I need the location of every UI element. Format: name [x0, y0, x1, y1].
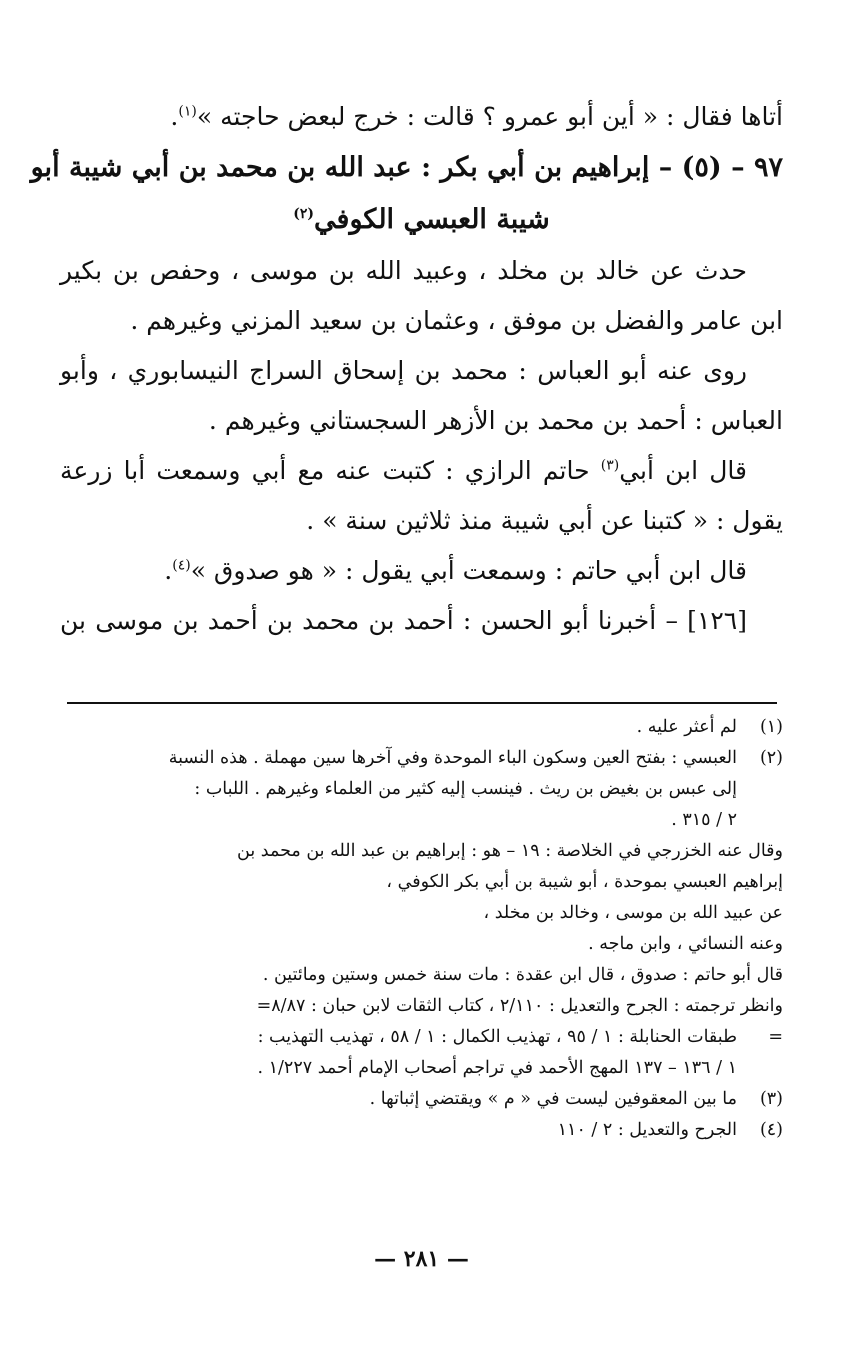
footnote-line: عن عبيد الله بن موسى ، وخالد بن مخلد ،: [483, 903, 783, 923]
footnote-line: إلى عبس بن بغيض بن ريث . فينسب إليه كثير من العلماء وغيرهم . اللباب :: [194, 779, 737, 799]
footnote-2: [60, 743, 783, 836]
footnote-ref: (٢): [293, 206, 315, 222]
entry-heading-continued: [60, 194, 783, 246]
footnote-continuation: [60, 1022, 783, 1053]
main-text: [30, 92, 783, 646]
text-line: العباس : أحمد بن محمد بن الأزهر السجستاني وغيرهم .: [208, 406, 783, 435]
footnote-number: (٣): [759, 1089, 783, 1109]
text-line: يقول : « كتبنا عن أبي شيبة منذ ثلاثين سنة » .: [306, 506, 783, 535]
line-text: قال ابن أبي حاتم : وسمعت أبي يقول : « هو صدوق »: [190, 556, 747, 585]
footnote-ref: (٤): [172, 557, 191, 574]
footnotes: [60, 712, 783, 1146]
line-text: أتاها فقال : « أين أبو عمرو ؟ قالت : خرج لبعض حاجته »: [196, 102, 783, 131]
footnote-ref: (١): [178, 103, 197, 120]
footnote-4: [60, 1115, 783, 1146]
entry-heading: ٩٧ – (٥) – إبراهيم بن أبي بكر : عبد الله بن محمد بن أبي شيبة أبو: [30, 152, 783, 183]
footnote-line: وعنه النسائي ، وابن ماجه .: [588, 934, 783, 954]
footnote-text: [60, 743, 737, 836]
line-text: قال ابن أبي: [619, 456, 747, 485]
heading-text: شيبة العبسي الكوفي: [314, 204, 550, 235]
text-line: روى عنه أبو العباس : محمد بن إسحاق السراج النيسابوري ، وأبو: [60, 356, 747, 385]
footnote-text: لم أعثر عليه .: [636, 717, 737, 737]
footnote-line: قال أبو حاتم : صدوق ، قال ابن عقدة : مات سنة خمس وستين ومائتين .: [262, 965, 783, 985]
footnote-line: وانظر ترجمته : الجرح والتعديل : ٢/١١٠ ، كتاب الثقات لابن حبان : ٨/٨٧=: [256, 996, 783, 1016]
text-line: قال ابن أبي حاتم : وسمعت أبي يقول : « هو صدوق »$^{(٤)}$.: [164, 556, 747, 585]
footnote-number: (٢): [759, 748, 783, 768]
footnote-line: العبسي : بفتح العين وسكون الباء الموحدة وفي آخرها سين مهملة . هذه النسبة: [168, 748, 737, 768]
text-line: [١٢٦] – أخبرنا أبو الحسن : أحمد بن محمد بن أحمد بن موسى بن: [60, 606, 747, 635]
footnote-continuation: [60, 1053, 783, 1084]
footnote-line: ١ / ١٣٦ – ١٣٧ المهج الأحمد في تراجم أصحاب الإمام أحمد ١/٢٢٧ .: [257, 1058, 737, 1078]
text-line: أتاها فقال : « أين أبو عمرو ؟ قالت : خرج لبعض حاجته »$^{(١)}$.: [170, 102, 783, 131]
footnote-ref: (٣): [600, 457, 620, 474]
continuation-mark: =: [768, 1027, 783, 1047]
footnote-1: [60, 712, 783, 743]
footnote-number: (٤): [759, 1120, 783, 1140]
footnote-line: إبراهيم العبسي بموحدة ، أبو شيبة بن أبي بكر الكوفي ،: [386, 872, 783, 892]
footnote-line: وقال عنه الخزرجي في الخلاصة : ١٩ – هو : إبراهيم بن عبد الله بن محمد بن: [237, 841, 783, 861]
footnote-line: طبقات الحنابلة : ١ / ٩٥ ، تهذيب الكمال : ١ / ٥٨ ، تهذيب التهذيب :: [257, 1027, 737, 1047]
footnote-line: ٢ / ٣١٥ .: [671, 810, 737, 830]
footnote-text: ما بين المعقوفين ليست في « م » ويقتضي إثباتها .: [369, 1089, 737, 1109]
page-number: — ٢٨١ —: [374, 1246, 469, 1272]
text-line: ابن عامر والفضل بن موفق ، وعثمان بن سعيد المزني وغيرهم .: [130, 306, 783, 335]
text-line: حدث عن خالد بن مخلد ، وعبيد الله بن موسى ، وحفص بن بكير: [60, 256, 747, 285]
footnote-separator: [67, 702, 777, 704]
footnote-number: (١): [759, 717, 783, 737]
footnote-text: الجرح والتعديل : ٢ / ١١٠: [557, 1120, 737, 1140]
line-text: حاتم الرازي : كتبت عنه مع أبي وسمعت أبا زرعة: [60, 456, 601, 485]
text-line: [60, 446, 783, 496]
footnote-3: [60, 1084, 783, 1115]
